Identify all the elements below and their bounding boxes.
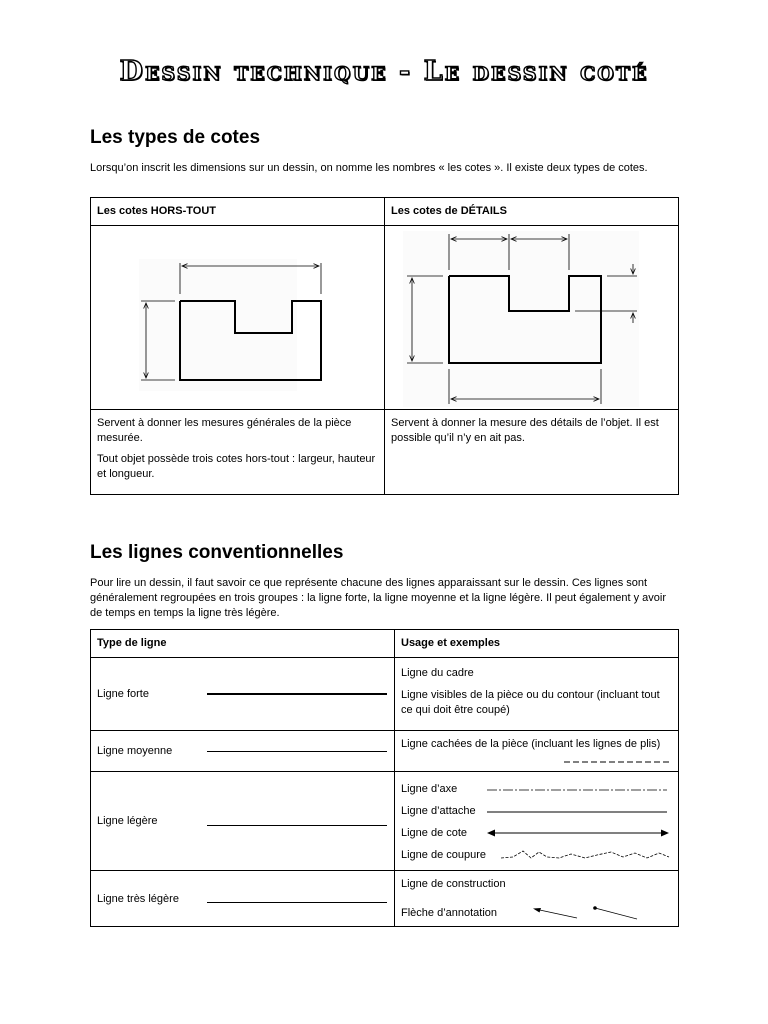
row-moyenne-usage xyxy=(395,731,679,772)
usage-ligne-cote: Ligne de cote xyxy=(401,827,468,839)
row-moyenne-label: Ligne moyenne xyxy=(97,745,173,757)
details-drawing-cell xyxy=(385,226,679,410)
usage-ligne-construction: Ligne de construction xyxy=(401,878,506,890)
ligne-moyenne-sample xyxy=(207,751,387,752)
dashed-line-sample xyxy=(564,760,672,764)
row-tres-legere-usage xyxy=(395,871,679,927)
lignes-header-usage: Usage et exemples xyxy=(395,630,679,658)
hors-tout-description xyxy=(91,410,385,495)
axis-line-sample xyxy=(487,786,667,792)
cotes-header-hors-tout: Les cotes HORS-TOUT xyxy=(91,198,385,226)
row-legere-label: Ligne légère xyxy=(97,815,158,827)
cotes-header-details: Les cotes de DÉTAILS xyxy=(385,198,679,226)
row-tres-legere-type xyxy=(91,871,395,927)
usage-ligne-attache: Ligne d’attache xyxy=(401,805,476,817)
cotes-table xyxy=(90,197,679,495)
attache-line-sample xyxy=(487,808,667,814)
row-legere-type xyxy=(91,772,395,871)
row-tres-legere-label: Ligne très légère xyxy=(97,892,179,905)
hors-tout-drawing xyxy=(91,226,385,409)
details-drawing xyxy=(385,226,679,409)
coupure-line-sample xyxy=(501,849,671,861)
ligne-tres-legere-sample xyxy=(207,902,387,903)
usage-fleche-annotation: Flèche d’annotation xyxy=(401,907,498,919)
ligne-legere-sample xyxy=(207,825,387,826)
hors-tout-drawing-cell xyxy=(91,226,385,410)
page-title: Dessin technique - Le dessin coté xyxy=(119,56,649,87)
row-forte-usage xyxy=(395,658,679,731)
details-description xyxy=(385,410,679,495)
row-forte-label: Ligne forte xyxy=(97,688,149,700)
cote-line-sample xyxy=(487,828,669,838)
hors-tout-desc-1: Servent à donner les mesures générales de la pièce mesurée. xyxy=(97,417,352,444)
section-heading-lignes: Les lignes conventionnelles xyxy=(90,542,344,563)
lignes-table xyxy=(90,629,679,927)
row-moyenne-type xyxy=(91,731,395,772)
annotation-arrow-sample xyxy=(531,905,651,921)
section-heading-types-de-cotes: Les types de cotes xyxy=(90,127,261,148)
section-intro-types-de-cotes: Lorsqu’on inscrit les dimensions sur un dessin, on nomme les nombres « les cotes ». Il existe deux types de cotes. xyxy=(90,162,648,174)
usage-ligne-visibles: Ligne visibles de la pièce ou du contour (incluant tout ce qui doit être coupé) xyxy=(401,689,660,716)
ligne-forte-sample xyxy=(207,693,387,695)
section-intro-lignes: Pour lire un dessin, il faut savoir ce que représente chacune des lignes apparaissant sur le dessin. Ces lignes sont généralement regroupées en trois groupes : la ligne forte, la ligne moyenne et la ligne légère. Il peut également y avoir de temps en temps la ligne très légère. xyxy=(90,577,667,619)
lignes-header-type: Type de ligne xyxy=(91,630,395,658)
usage-ligne-axe: Ligne d’axe xyxy=(401,783,458,795)
row-legere-usage xyxy=(395,772,679,871)
usage-ligne-coupure: Ligne de coupure xyxy=(401,849,487,861)
usage-ligne-du-cadre: Ligne du cadre xyxy=(401,667,474,679)
hors-tout-desc-2: Tout objet possède trois cotes hors-tout : largeur, hauteur et longueur. xyxy=(97,453,376,480)
usage-lignes-cachees: Ligne cachées de la pièce (incluant les lignes de plis) xyxy=(401,738,661,750)
details-desc: Servent à donner la mesure des détails de l’objet. Il est possible qu’il n’y en ait pas. xyxy=(391,417,659,444)
row-forte-type xyxy=(91,658,395,731)
